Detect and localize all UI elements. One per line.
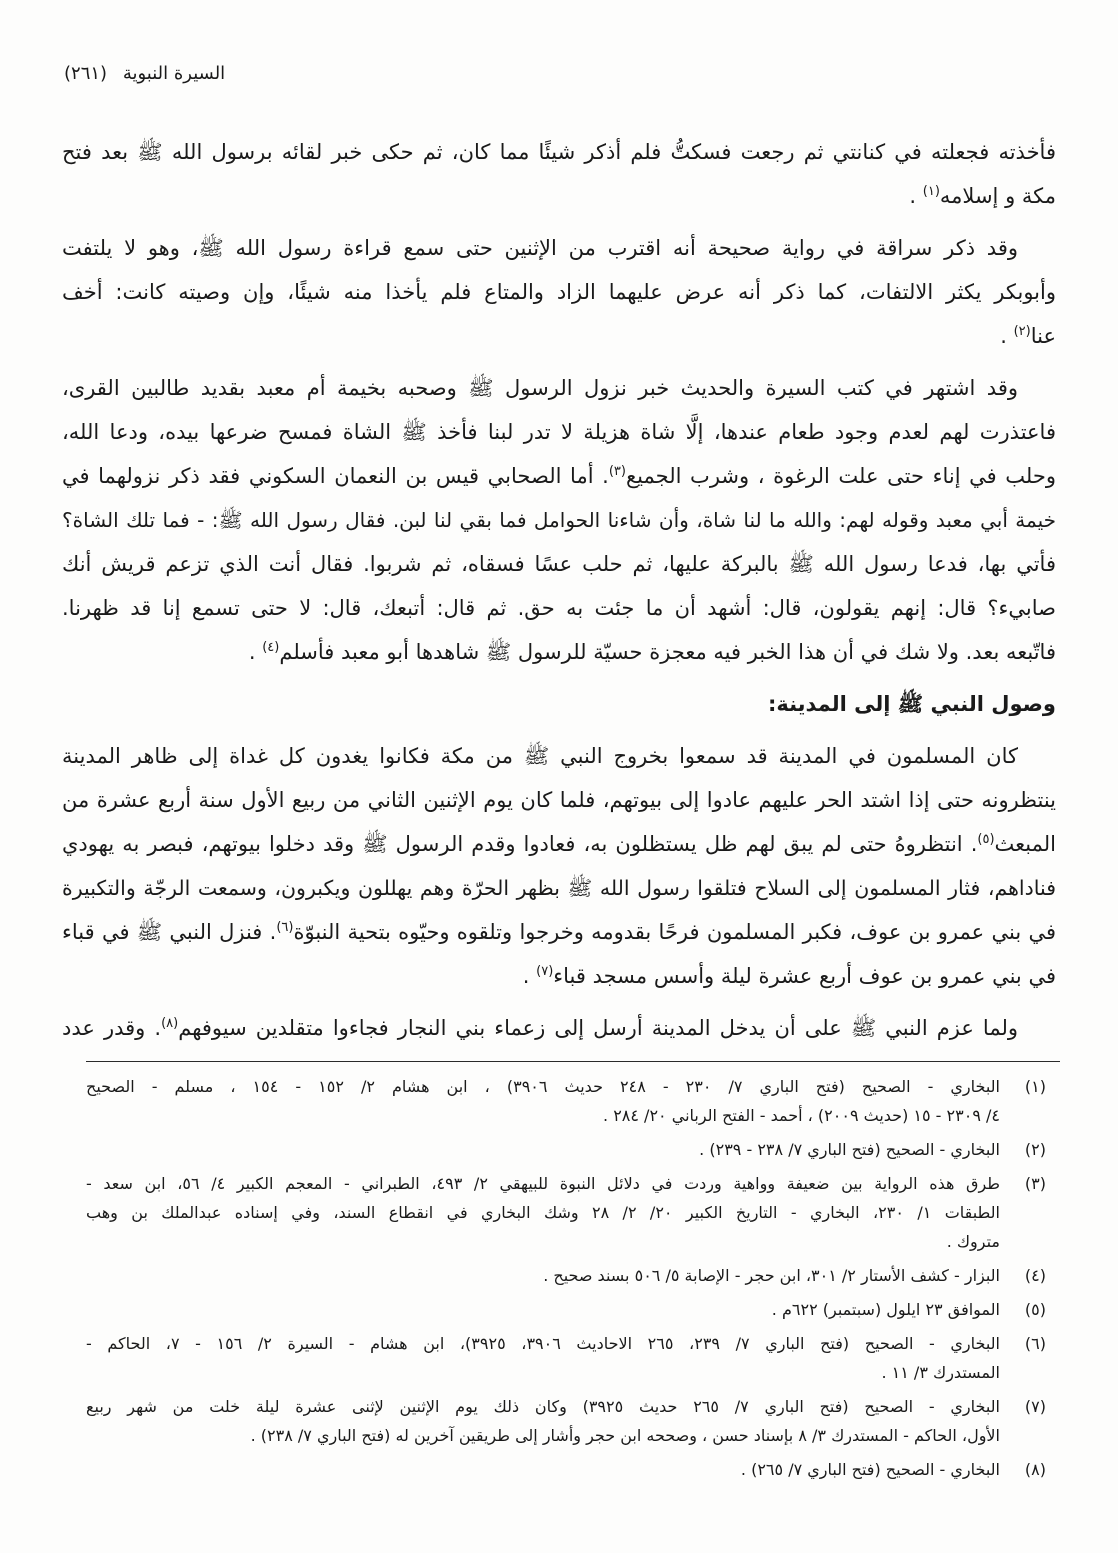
text-line-continuation: . [248, 640, 263, 664]
footnote-reference: (٣) [608, 464, 626, 480]
paragraphs-before-heading [62, 130, 1056, 674]
footnote-text [86, 1329, 1000, 1387]
footnote-line: المستدرك ٣/ ١١ . [881, 1363, 1000, 1382]
footnote [86, 1169, 1046, 1256]
text-line-continuation: . وقدر عدد [62, 1016, 162, 1040]
text-line-text: فاعتذرت لهم لعدم وجود طعام عندها، إلَّا شاة هزيلة لا تدر لبنا فأخذ ﷺ الشاة فمسح ضرعها بيده، ودعا الله، [62, 420, 1056, 444]
text-line-text: في بني عمرو بن عوف، فكبر المسلمون فرحًا بقدومه وخرجوا وتلقوه وحيّوه بتحية النبوّة [293, 920, 1056, 944]
footnote-number: (٨) [1024, 1460, 1046, 1479]
text-line-text: فناداهم، فثار المسلمون إلى السلاح فتلقوا رسول الله ﷺ بظهر الحرّة وهم يهللون ويكبرون، وسمعت الرجّة والتكبيرة [62, 876, 1056, 900]
paragraph [62, 734, 1056, 998]
footnote-line: البخاري - الصحيح (فتح الباري ٧/ ٢٦٥) . [740, 1460, 1000, 1479]
footnote-number: (٣) [1024, 1174, 1046, 1193]
text-line-continuation: . فنزل النبي ﷺ في قباء [62, 920, 277, 944]
footnote-reference: (٦) [276, 920, 294, 936]
paragraph [62, 130, 1056, 218]
text-line [62, 542, 1056, 586]
running-header-title: السيرة النبوية [122, 63, 226, 84]
footnote-line: الموافق ٢٣ ايلول (سبتمبر) ٦٢٢م . [771, 1300, 1000, 1319]
footnote [86, 1072, 1046, 1130]
text-line [62, 410, 1056, 454]
footnote-reference: (٤) [262, 640, 280, 656]
text-line [62, 130, 1056, 174]
footnote [86, 1295, 1046, 1324]
text-line [62, 454, 1056, 498]
text-line-text: صابيء؟ قال: إنهم يقولون، قال: أشهد أن ما جئت به حق. ثم قال: أتبعك، قال: لا حتى تسمع إنا قد ظهرنا. [62, 596, 1056, 620]
text-line-text: فاتّبعه بعد. ولا شك في أن هذا الخبر فيه معجزة حسيّة للرسول ﷺ شاهدها أبو معبد فأسلم [279, 640, 1056, 664]
footnote-line: متروك . [946, 1232, 1000, 1251]
paragraph [62, 226, 1056, 358]
text-line [62, 1006, 1018, 1050]
footnote-text [86, 1455, 1000, 1484]
footnote-text [86, 1295, 1000, 1324]
footnote-line: البخاري - الصحيح (فتح الباري ٧/ ٢٣٨ - ٢٣٩) . [699, 1140, 1000, 1159]
text-line-continuation: . [909, 184, 923, 208]
text-line-text: كان المسلمون في المدينة قد سمعوا بخروج النبي ﷺ من مكة فكانوا يغدون كل غداة إلى ظاهر المدينة [62, 744, 1018, 768]
text-line [62, 314, 1056, 358]
paragraph [62, 366, 1056, 674]
footnote-separator [86, 1061, 1060, 1062]
footnote-number: (٦) [1024, 1334, 1046, 1353]
paragraph [62, 1006, 1056, 1050]
text-line-continuation: . [1000, 324, 1014, 348]
main-text [62, 130, 1056, 1058]
text-line-text: وقد ذكر سراقة في رواية صحيحة أنه اقترب من الإثنين حتى سمع قراءة رسول الله ﷺ، وهو لا يلتفت [62, 236, 1018, 260]
text-line-text: ولما عزم النبي ﷺ على أن يدخل المدينة أرسل إلى زعماء بني النجار فجاءوا متقلدين سيوفهم [178, 1016, 1018, 1040]
footnote-line: البزار - كشف الأستار ٢/ ٣٠١، ابن حجر - الإصابة ٥/ ٥٠٦ بسند صحيح . [543, 1266, 1000, 1285]
text-line [62, 866, 1056, 910]
text-line-text: وحلب في إناء حتى علت الرغوة ، وشرب الجميع [625, 464, 1056, 488]
footnote-line: طرق هذه الرواية بين ضعيفة وواهية وردت في دلائل النبوة للبيهقي ٢/ ٤٩٣، الطبراني - المعجم الكبير ٤/ ٥٦، ابن سعد - [86, 1174, 1001, 1193]
footnote-reference: (٢) [1013, 324, 1031, 340]
text-line [62, 630, 1056, 674]
footnote-number: (٤) [1024, 1266, 1046, 1285]
text-line-text: وأبوبكر يكثر الالتفات، كما ذكر أنه عرض عليهما الزاد والمتاع فلم يأخذا منه شيئًا، وإن وصيته كانت: أخف [62, 280, 1056, 304]
text-line [62, 910, 1056, 954]
footnote [86, 1329, 1046, 1387]
text-line-text: فأتي بها، فدعا رسول الله ﷺ بالبركة عليها، ثم حلب عسًا فسقاه، ثم شربوا. فقال أنت الذي تزعم قريش أنك [62, 552, 1056, 576]
footnote-line: ٤/ ٢٣٠٩ - ١٥ (حديث ٢٠٠٩) ، أحمد - الفتح الرباني ٢٠/ ٢٨٤ . [603, 1106, 1000, 1125]
text-line-text: فأخذته فجعلته في كنانتي ثم رجعت فسكتُّ فلم أذكر شيئًا مما كان، ثم حكى خبر لقائه برسول الله ﷺ بعد فتح [62, 140, 1056, 164]
footnote-number: (٧) [1024, 1397, 1046, 1416]
footnote-number: (١) [1024, 1077, 1046, 1096]
text-line [62, 226, 1018, 270]
footnote-reference: (٥) [977, 832, 995, 848]
text-line [62, 174, 1056, 218]
footnote-line: البخاري - الصحيح (فتح الباري ٧/ ٢٦٥ حديث ٣٩٢٥) وكان ذلك يوم الإثنين لإثنى عشرة ليلة خلت من شهر ربيع [86, 1397, 1000, 1416]
footnote-text [86, 1261, 1000, 1290]
footnote-line: البخاري - الصحيح (فتح الباري ٧/ ٢٣٠ - ٢٤٨ حديث ٣٩٠٦) ، ابن هشام ٢/ ١٥٢ - ١٥٤ ، مسلم - الصحيح [86, 1077, 1001, 1096]
text-line [62, 586, 1056, 630]
text-line [62, 822, 1056, 866]
text-line [62, 734, 1018, 778]
footnote-reference: (٧) [536, 964, 554, 980]
paragraphs-after-heading [62, 734, 1056, 1050]
text-line-text: في بني عمرو بن عوف أربع عشرة ليلة وأسس مسجد قباء [553, 964, 1056, 988]
footnote-text [86, 1392, 1000, 1450]
page-number: (٢٦١) [64, 63, 108, 84]
footnote-line: الأول، الحاكم - المستدرك ٣/ ٨ بإسناد حسن ، وصححه ابن حجر وأشار إلى طريقين آخرين له (فتح الباري ٧/ ٢٣٨) . [250, 1426, 1000, 1445]
footnote-reference: (١) [922, 184, 940, 200]
text-line-text: خيمة أبي معبد وقوله لهم: والله ما لنا شاة، وأن شاءنا الحوامل فما بقي لنا لبن. فقال رسول الله ﷺ: - فما تلك الشاة؟ [62, 508, 1056, 532]
text-line [62, 954, 1056, 998]
text-line [62, 498, 1056, 542]
footnote [86, 1135, 1046, 1164]
text-line-text: وقد اشتهر في كتب السيرة والحديث خبر نزول الرسول ﷺ وصحبه بخيمة أم معبد بقديد طالبين القرى، [62, 376, 1018, 400]
text-line-text: مكة و إسلامه [939, 184, 1056, 208]
text-line [62, 366, 1018, 410]
text-line-text: المبعث [994, 832, 1056, 856]
footnote-number: (٥) [1024, 1300, 1046, 1319]
footnote-text [86, 1135, 1000, 1164]
text-line-continuation: . أما الصحابي قيس بن النعمان السكوني فقد ذكر نزولهما في [62, 464, 609, 488]
footnote-line: البخاري - الصحيح (فتح الباري ٧/ ٢٣٩، ٢٦٥ الاحاديث ٣٩٠٦، ٣٩٢٥)، ابن هشام - السيرة ٢/ ١٥٦ - ٧، الحاكم - [86, 1334, 1001, 1353]
footnote [86, 1261, 1046, 1290]
running-header [64, 60, 225, 88]
footnote-text [86, 1072, 1000, 1130]
footnote-line: الطبقات ١/ ٢٣٠، البخاري - التاريخ الكبير ٢٠/ ٢/ ٢٨ وشك البخاري في انقطاع السند، وفي إسناده عبدالملك بن وهب [86, 1203, 1001, 1222]
text-line-continuation: . [522, 964, 537, 988]
footnote-text [86, 1169, 1000, 1256]
text-line [62, 270, 1056, 314]
text-line-text: ينتظرونه حتى إذا اشتد الحر عليهم عادوا إلى بيوتهم، فلما كان يوم الإثنين الثاني من ربيع الأول سنة أربع عشرة من [62, 788, 1056, 812]
footnote-number: (٢) [1024, 1140, 1046, 1159]
text-line-continuation: . انتظروهُ حتى لم يبق لهم ظل يستظلون به، فعادوا وقدم الرسول ﷺ وقد دخلوا بيوتهم، فبصر به يهودي [62, 832, 978, 856]
footnote [86, 1455, 1046, 1484]
footnote-reference: (٨) [161, 1016, 179, 1032]
section-heading: وصول النبي ﷺ إلى المدينة: [767, 692, 1056, 716]
footnotes [86, 1072, 1046, 1489]
footnote [86, 1392, 1046, 1450]
text-line-text: عنا [1030, 324, 1056, 348]
text-line [62, 778, 1056, 822]
